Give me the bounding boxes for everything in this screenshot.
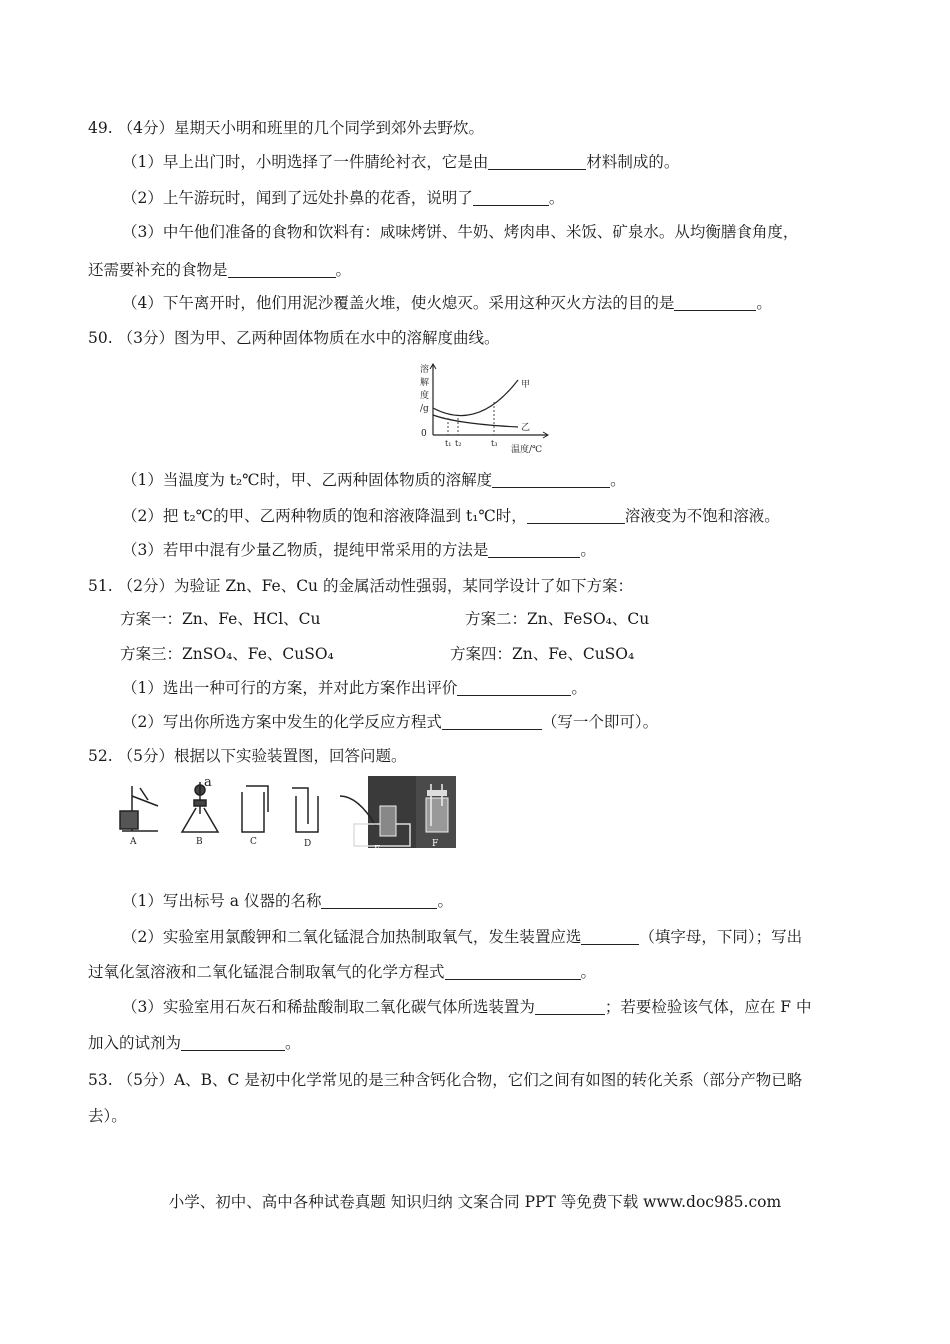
curve-yi: [433, 415, 518, 427]
q50-part3: （3）若甲中混有少量乙物质，提纯甲常采用的方法是 。: [122, 541, 596, 559]
q49-part3: （3）中午他们准备的食物和饮料有：咸味烤饼、牛奶、烤肉串、米饭、矿泉水。从均衡膳食角度，: [122, 223, 799, 241]
q52-part2-cont: 过氧化氢溶液和二氧化锰混合制取氧气的化学方程式 。: [88, 963, 597, 981]
q49-stem: 49. （4分）星期天小明和班里的几个同学到郊外去野炊。: [88, 119, 484, 137]
graph-ylabel-3: 度: [420, 391, 430, 401]
letter-d: D: [304, 839, 312, 849]
plan-2: 方案二：Zn、FeSO₄、Cu: [465, 610, 650, 628]
label-a: a: [204, 776, 212, 790]
curve-label-yi: 乙: [521, 423, 531, 433]
q52-part3-cont: 加入的试剂为 。: [88, 1034, 301, 1052]
answer-blank[interactable]: [535, 998, 605, 1015]
q49-part3-cont: 还需要补充的食物是 。: [88, 261, 352, 279]
q50-part1: （1）当温度为 t₂℃时，甲、乙两种固体物质的溶解度 。: [122, 471, 626, 489]
apparatus-e: [340, 776, 416, 848]
answer-blank[interactable]: [457, 679, 571, 696]
answer-blank[interactable]: [581, 928, 639, 945]
apparatus-f: [416, 776, 456, 848]
q51-part2: （2）写出你所选方案中发生的化学反应方程式 （写一个即可）。: [122, 713, 659, 731]
q52-stem: 52. （5分）根据以下实验装置图，回答问题。: [88, 747, 407, 765]
q52-part1: （1）写出标号 a 仪器的名称 。: [122, 892, 453, 910]
answer-blank[interactable]: [321, 892, 437, 909]
q53-stem: 53. （5分）A、B、C 是初中化学常见的是三种含钙化合物，它们之间有如图的转化关系（部分产物已略: [88, 1071, 803, 1089]
apparatus-d: [292, 788, 318, 832]
graph-ylabel-1: 溶: [420, 365, 430, 375]
plan-3: 方案三：ZnSO₄、Fe、CuSO₄: [120, 645, 334, 663]
answer-blank[interactable]: [674, 294, 756, 311]
lab-apparatus-figure: [118, 776, 458, 854]
q52-part3: （3）实验室用石灰石和稀盐酸制取二氧化碳气体所选装置为 ；若要检验该气体，应在 F 中: [122, 998, 812, 1016]
letter-c: C: [250, 837, 257, 847]
letter-f: F: [432, 839, 439, 849]
answer-blank[interactable]: [492, 471, 610, 488]
q50-part2: （2）把 t₂℃的甲、乙两种物质的饱和溶液降温到 t₁℃时， 溶液变为不饱和溶液。: [122, 507, 780, 525]
apparatus-b: [182, 782, 218, 832]
q53-stem-cont: 去）。: [88, 1107, 127, 1125]
answer-blank[interactable]: [488, 153, 586, 170]
graph-origin: 0: [421, 429, 427, 439]
solubility-curve-graph: [418, 360, 558, 456]
apparatus-a: [120, 786, 158, 831]
page-footer: 小学、初中、高中各种试卷真题 知识归纳 文案合同 PPT 等免费下载 www.doc985.com: [168, 1193, 782, 1211]
tick-t1: t₁: [445, 439, 452, 448]
tick-t3: t₃: [491, 439, 498, 448]
q52-part2: （2）实验室用氯酸钾和二氧化锰混合加热制取氧气，发生装置应选 （填字母，下同）；写出: [122, 928, 803, 946]
q49-part4: （4）下午离开时，他们用泥沙覆盖火堆，使火熄灭。采用这种灭火方法的目的是 。: [122, 294, 772, 312]
answer-blank[interactable]: [181, 1034, 285, 1051]
answer-blank[interactable]: [228, 261, 336, 278]
q49-part1: （1）早上出门时，小明选择了一件腈纶衬衣，它是由 材料制成的。: [122, 153, 680, 171]
letter-a: A: [130, 837, 137, 847]
graph-ylabel-4: /g: [420, 404, 429, 414]
q49-part2: （2）上午游玩时，闻到了远处扑鼻的花香，说明了 。: [122, 189, 565, 207]
answer-blank[interactable]: [473, 189, 549, 206]
answer-blank[interactable]: [527, 507, 625, 524]
answer-blank[interactable]: [488, 541, 580, 558]
letter-e: E: [374, 845, 381, 854]
graph-ylabel-2: 解: [420, 378, 430, 388]
plan-1: 方案一：Zn、Fe、HCl、Cu: [120, 610, 321, 628]
letter-b: B: [196, 837, 203, 847]
plan-4: 方案四：Zn、Fe、CuSO₄: [450, 645, 635, 663]
answer-blank[interactable]: [445, 963, 581, 980]
curve-label-jia: 甲: [521, 380, 531, 390]
graph-xlabel: 温度/℃: [511, 445, 543, 455]
tick-t2: t₂: [455, 439, 462, 448]
answer-blank[interactable]: [442, 713, 542, 730]
q51-part1: （1）选出一种可行的方案，并对此方案作出评价 。: [122, 679, 587, 697]
curve-jia: [433, 380, 518, 416]
q51-stem: 51. （2分）为验证 Zn、Fe、Cu 的金属活动性强弱，某同学设计了如下方案：: [88, 577, 633, 595]
apparatus-c: [242, 786, 268, 832]
q50-stem: 50. （3分）图为甲、乙两种固体物质在水中的溶解度曲线。: [88, 329, 500, 347]
